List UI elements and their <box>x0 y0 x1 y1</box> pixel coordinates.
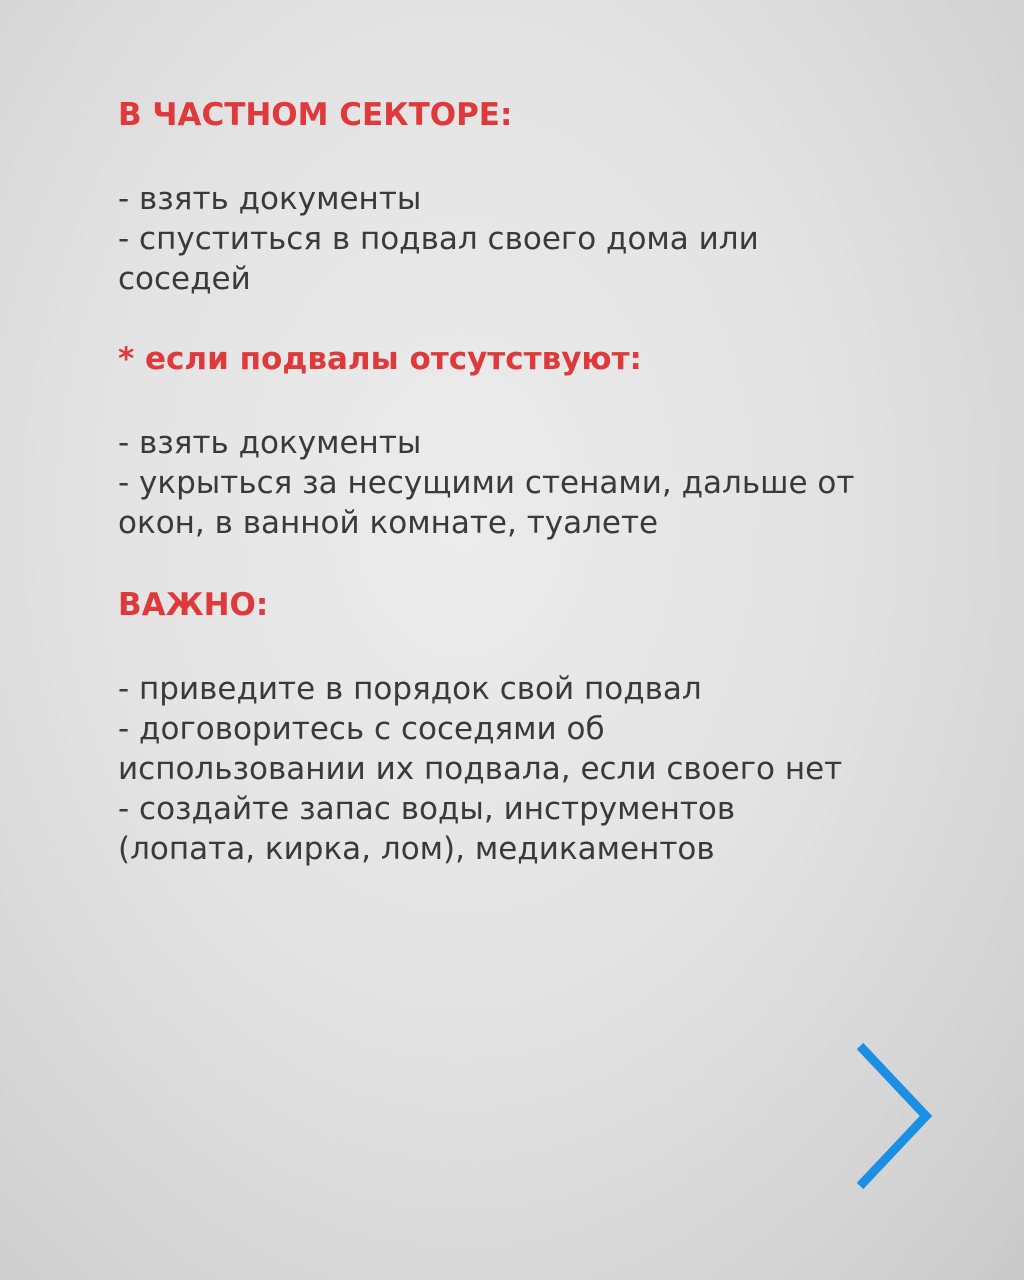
instruction-line: - спуститься в подвал своего дома или <box>118 221 759 257</box>
section-body-private-sector <box>118 179 948 299</box>
section-heading-important: ВАЖНО: <box>118 587 269 623</box>
instruction-line: соседей <box>118 261 251 297</box>
content-card <box>118 95 948 869</box>
section-body-important <box>118 669 948 869</box>
chevron-right-icon <box>848 1038 940 1198</box>
section-body-no-basement <box>118 423 948 543</box>
instruction-line: - приведите в порядок свой подвал <box>118 671 702 707</box>
instruction-line: окон, в ванной комнате, туалете <box>118 505 659 541</box>
section-heading-no-basement: * если подвалы отсутствуют: <box>118 341 642 377</box>
section-heading-private-sector: В ЧАСТНОМ СЕКТОРЕ: <box>118 97 513 133</box>
instruction-line: - укрыться за несущими стенами, дальше от <box>118 465 855 501</box>
instruction-line: - взять документы <box>118 425 422 461</box>
instruction-line: (лопата, кирка, лом), медикаментов <box>118 831 715 867</box>
instruction-line: - создайте запас воды, инструментов <box>118 791 736 827</box>
next-button[interactable] <box>848 1038 940 1198</box>
instruction-line: - взять документы <box>118 181 422 217</box>
instruction-line: использовании их подвала, если своего нет <box>118 751 843 787</box>
instruction-line: - договоритесь с соседями об <box>118 711 605 747</box>
